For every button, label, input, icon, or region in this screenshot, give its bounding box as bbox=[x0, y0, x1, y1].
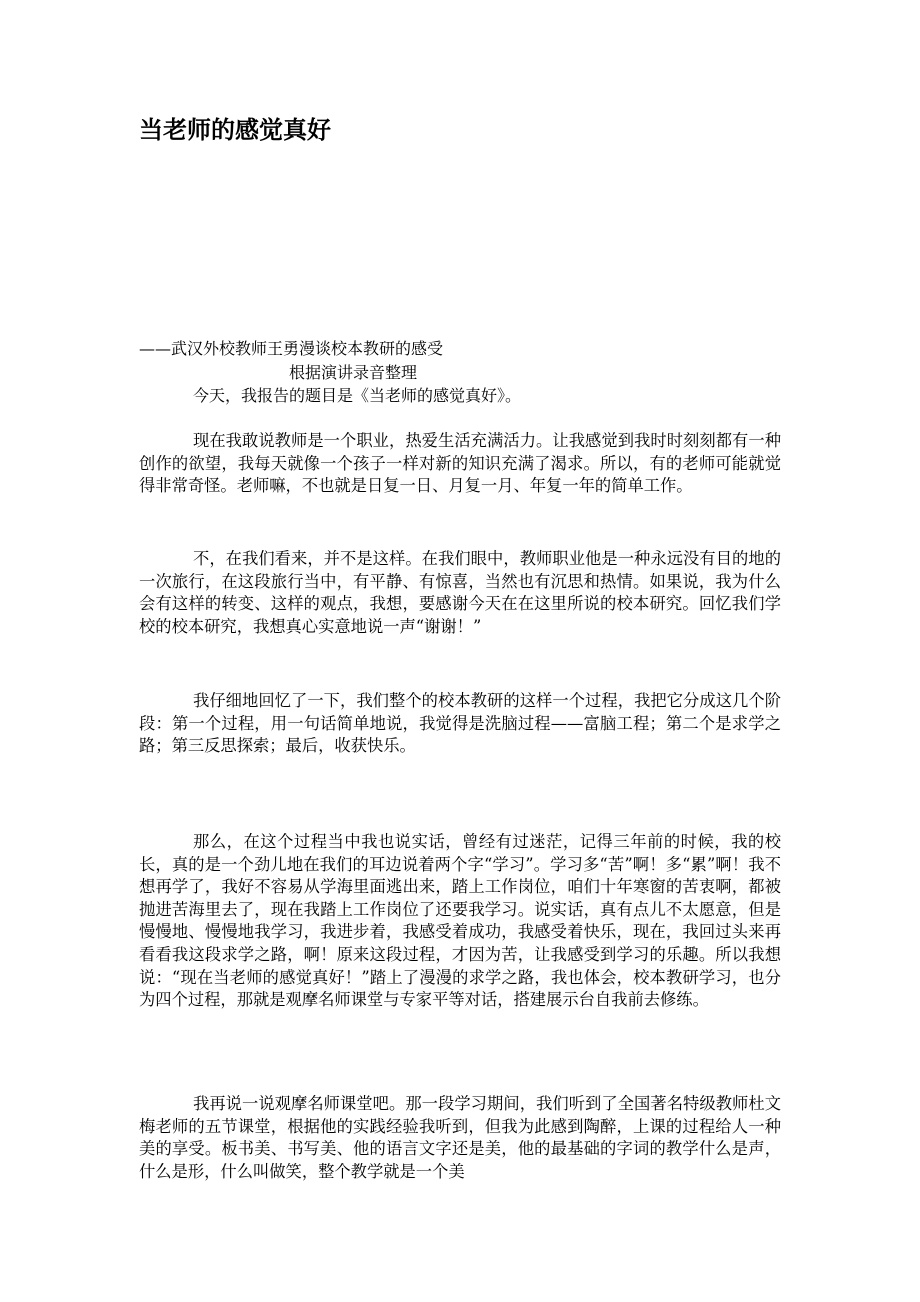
document-subtitle: ——武汉外校教师王勇漫谈校本教研的感受 bbox=[139, 339, 444, 358]
intro-line: 今天，我报告的题目是《当老师的感觉真好》。 bbox=[193, 386, 522, 405]
body-paragraph-1: 现在我敢说教师是一个职业，热爱生活充满活力。让我感觉到我时时刻刻都有一种创作的欲望，我每天就像一个孩子一样对新的知识充满了渴求。所以，有的老师可能就觉得非常奇怪。老师嘛，不也就是日复一日、月复一月、年复一年的简单工作。 bbox=[139, 431, 781, 496]
body-paragraph-5: 我再说一说观摩名师课堂吧。那一段学习期间，我们听到了全国著名特级教师杜文梅老师的五节课堂，根据他的实践经验我听到，但我为此感到陶醉，上课的过程给人一种美的享受。板书美、书写美、他的语言文字还是美，他的最基础的字词的教学什么是声，什么是形，什么叫做笑，整个教学就是一个美 bbox=[139, 1094, 781, 1181]
body-paragraph-3: 我仔细地回忆了一下，我们整个的校本教研的这样一个过程，我把它分成这几个阶段：第一个过程，用一句话简单地说，我觉得是洗脑过程——富脑工程；第二个是求学之路；第三反思探索；最后，收获快乐。 bbox=[139, 691, 781, 756]
body-paragraph-4: 那么，在这个过程当中我也说实话，曾经有过迷茫，记得三年前的时候，我的校长，真的是一个劲儿地在我们的耳边说着两个字“学习”。学习多“苦”啊！多“累”啊！我不想再学了，我好不容易从学海里面逃出来，踏上工作岗位，咱们十年寒窗的苦衷啊，都被抛进苦海里去了，现在我踏上工作岗位了还要我学习。说实话，真有点儿不太愿意，但是慢慢地、慢慢地我学习，我进步着，我感受着成功，我感受着快乐，现在，我回过头来再看看我这段求学之路，啊！原来这段过程，才因为苦，让我感受到学习的乐趣。所以我想说：“现在当老师的感觉真好！”踏上了漫漫的求学之路，我也体会，校本教研学习，也分为四个过程，那就是观摩名师课堂与专家平等对话，搭建展示台自我前去修练。 bbox=[139, 832, 781, 1010]
body-paragraph-2: 不，在我们看来，并不是这样。在我们眼中，教师职业他是一种永远没有目的地的一次旅行，在这段旅行当中，有平静、有惊喜，当然也有沉思和热情。如果说，我为什么会有这样的转变、这样的观点，我想，要感谢今天在在这里所说的校本研究。回忆我们学校的校本研究，我想真心实意地说一声“谢谢！” bbox=[139, 549, 781, 636]
source-note: 根据演讲录音整理 bbox=[289, 363, 418, 382]
document-title: 当老师的感觉真好 bbox=[139, 115, 331, 144]
